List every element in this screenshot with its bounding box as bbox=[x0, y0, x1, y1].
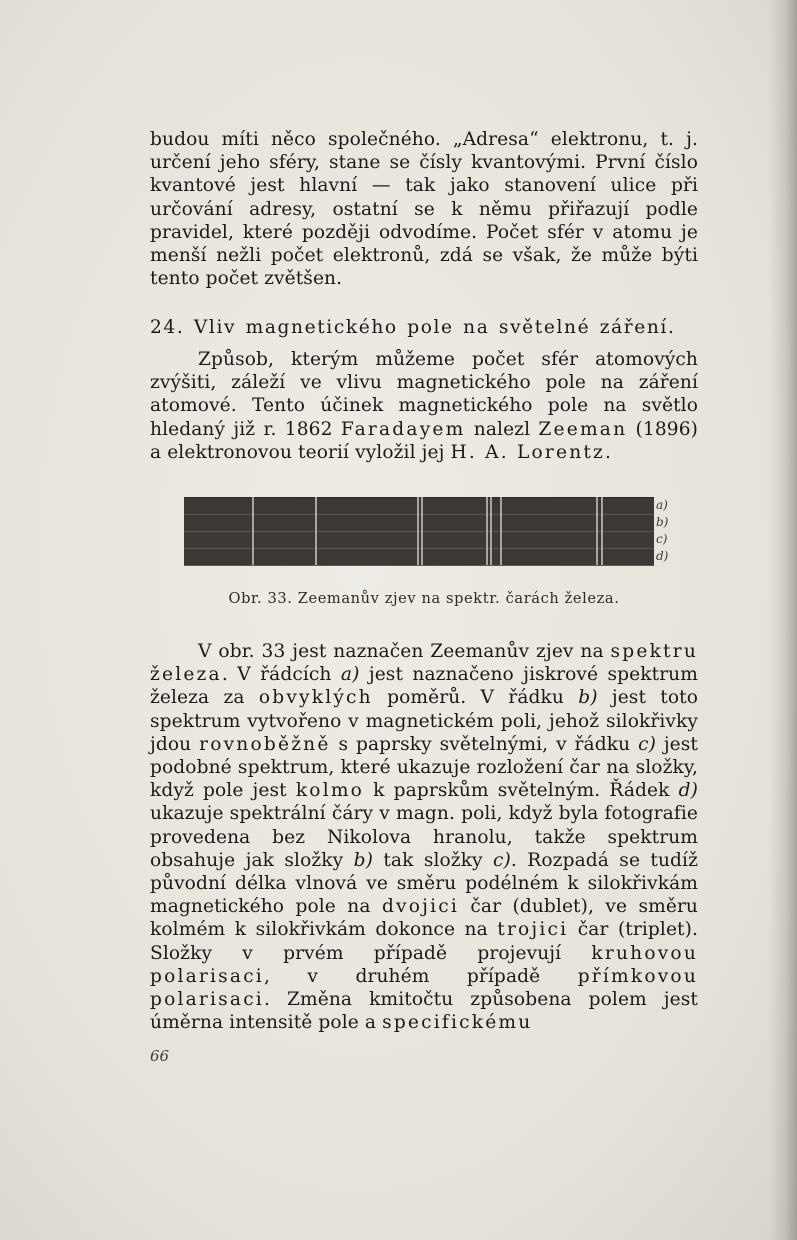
p3-text: . V řádcích bbox=[221, 664, 341, 686]
row-ref: a) bbox=[340, 664, 360, 686]
p3-text: poměrů. V řádku bbox=[372, 687, 579, 709]
p3-text: jest naznačeno jiskrové spektrum železa za bbox=[150, 664, 698, 709]
p2-text-3: (1896) a elektronovou teorií vyložil jej bbox=[150, 418, 698, 463]
p3-text: V obr. 33 jest naznačen Zeemanův zjev na bbox=[198, 641, 611, 662]
row-label-d: d) bbox=[656, 549, 669, 563]
spectral-line bbox=[252, 497, 254, 565]
spectral-line bbox=[421, 497, 423, 565]
spaced-term: dvojici bbox=[381, 896, 460, 918]
spectral-line bbox=[500, 497, 502, 565]
name-zeeman: Zeeman bbox=[538, 418, 628, 440]
spectrum-row-a bbox=[184, 498, 654, 515]
spectrum-row-d bbox=[184, 549, 654, 566]
spectral-line bbox=[315, 497, 317, 565]
spaced-term: trojici bbox=[497, 919, 569, 941]
spaced-term: rovnoběžně bbox=[199, 733, 331, 755]
row-ref: c) bbox=[493, 849, 511, 871]
row-label-b: b) bbox=[656, 515, 669, 529]
p3-text: . Rozpadá se tudíž původní délka vlnová ve směru podélném k silokřivkám magnetického pole na bbox=[150, 849, 699, 918]
row-ref: b) bbox=[578, 687, 598, 709]
spaced-term: spektru železa bbox=[150, 641, 698, 686]
paragraph-intro: budou míti něco společného. „Adresa“ elektronu, t. j. určení jeho sféry, stane se čísly kvantovými. První číslo kvantové jest hlavní — tak jako stanovení ulice při určování adresy, ostatní se k němu přiřazují podle pravidel, které později odvodíme. Počet sfér v atomu je menší nežli počet elektronů, zdá se však, že může býti tento počet zvětšen. bbox=[150, 129, 698, 290]
spectral-line bbox=[596, 497, 598, 565]
spaced-term: specifickému bbox=[382, 1012, 533, 1034]
row-ref: d) bbox=[678, 780, 698, 802]
row-label-a: a) bbox=[656, 498, 668, 512]
spectrum-row-c bbox=[184, 532, 654, 549]
p3-text: jest toto spektrum vytvořeno v magnetickém poli, jehož silokřivky jdou bbox=[150, 687, 698, 755]
p3-text: , v druhém případě bbox=[263, 965, 578, 987]
paragraph-zeeman-description bbox=[150, 640, 698, 1034]
p3-text: ukazuje spektrální čáry v magn. poli, když byla fotografie provedena bez Nikolova hranolu, takže spektrum obsahuje jak složky bbox=[150, 803, 698, 871]
paragraph-zeeman-intro bbox=[150, 348, 698, 464]
p3-text: jest podobné spektrum, které ukazuje rozložení čar na složky, když pole jest bbox=[150, 733, 698, 802]
row-ref: c) bbox=[638, 733, 656, 755]
zeeman-spectrum-figure bbox=[184, 497, 654, 565]
p3-text: tak složky bbox=[372, 849, 494, 871]
figure-caption: Obr. 33. Zeemanův zjev na spektr. čarách železa. bbox=[228, 590, 620, 607]
book-fold-shadow bbox=[769, 0, 797, 1240]
name-faraday: Faradayem bbox=[340, 418, 466, 440]
p2-text-2: nalezl bbox=[465, 418, 539, 440]
p3-text: čar (dublet), ve směru kolmém k silokřivkám dokonce na bbox=[150, 896, 699, 941]
p3-text: s paprsky světelnými, v řádku bbox=[330, 733, 639, 755]
spaced-term: kruhovou polarisaci bbox=[150, 942, 698, 987]
spectral-line bbox=[486, 497, 488, 565]
p3-text: čar (triplet). Složky v prvém případě projevují bbox=[150, 919, 698, 964]
spaced-term: přímkovou polarisaci bbox=[150, 965, 698, 1011]
p3-text: . Změna kmitočtu způsobena polem jest úměrna intensitě pole a bbox=[150, 989, 698, 1034]
p2-text-1: Způsob, kterým můžeme počet sfér atomových zvýšiti, záleží ve vlivu magnetického pole na záření atomové. Tento účinek magnetického pole na světlo hledaný již r. 1862 bbox=[150, 349, 698, 440]
spaced-term: kolmo bbox=[295, 780, 365, 802]
spectrum-row-b bbox=[184, 515, 654, 532]
row-label-c: c) bbox=[656, 532, 668, 546]
spectral-line bbox=[601, 497, 603, 565]
page-number: 66 bbox=[150, 1047, 170, 1065]
spaced-term: obvyklých bbox=[258, 687, 373, 709]
spectral-line bbox=[417, 497, 419, 565]
name-lorentz: H. A. Lorentz. bbox=[450, 441, 614, 463]
figure-row-labels bbox=[656, 497, 686, 565]
row-ref: b) bbox=[353, 849, 373, 871]
spectral-line bbox=[490, 497, 492, 565]
section-heading: 24. Vliv magnetického pole na světelné záření. bbox=[150, 317, 676, 338]
p3-text: k paprskům světelným. Řádek bbox=[364, 780, 679, 802]
